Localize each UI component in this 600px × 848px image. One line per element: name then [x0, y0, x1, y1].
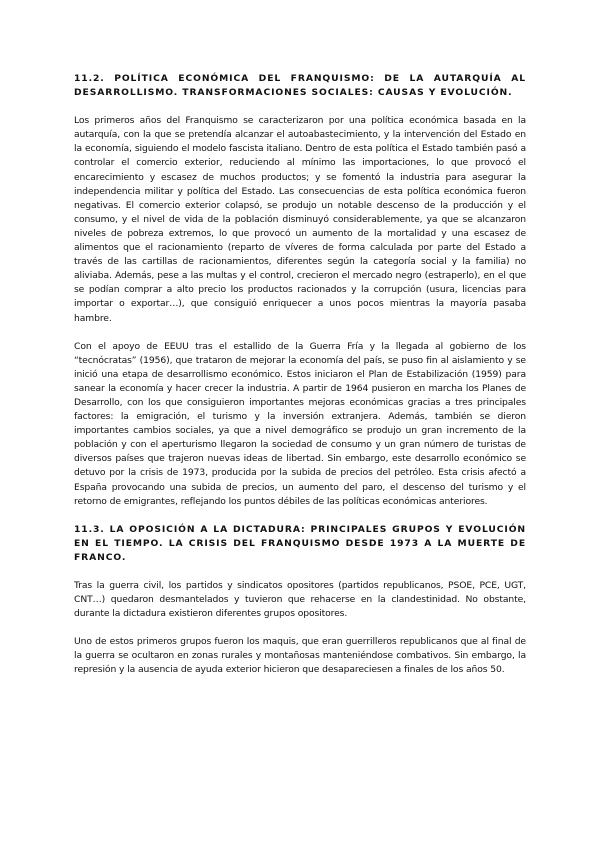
paragraph-oposicion-intro: Tras la guerra civil, los partidos y sindicatos opositores (partidos republicanos, PSOE, PCE, UGT, CNT…) quedaron desmantelados y tuvieron que rehacerse en la clandestinidad. No obstante, durante la dictadura existieron diferentes grupos opositores. — [74, 580, 526, 620]
paragraph-autarquia: Los primeros años del Franquismo se caracterizaron por una política económica basada en la autarquía, con la que se pretendía alcanzar el autoabastecimiento, y la intervención del Estado en la economía, siguiendo el modelo fascista italiano. Dentro de esta política el Estado también pasó a controlar el comercio exterior, reduciendo al mínimo las importaciones, lo que provocó el encarecimiento y escasez de muchos productos; y se fomentó la industria para asegurar la independencia militar y política del Estado. Las consecuencias de esta política económica fueron negativas. El comercio exterior colapsó, se produjo un notable descenso de la producción y el consumo, y el nivel de vida de la población disminuyó considerablemente, ya que se alcanzaron niveles de pobreza extremos, lo que provocó un aumento de la mortalidad y una escasez de alimentos que el racionamiento (reparto de víveres de forma calculada por parte del Estado a través de las cartillas de racionamientos, diferentes según la categoría social y la familia) no aliviaba. Además, pese a las multas y el control, crecieron el mercado negro (estraperlo), en el que se podían comprar a alto precio los productos racionados y la corrupción (usura, licencias para importar o exportar…), que consiguió enriquecer a unos pocos mientras la mayoría pasaba hambre. — [74, 115, 526, 324]
section-heading-11-2: 11.2. POLÍTICA ECONÓMICA DEL FRANQUISMO: DE LA AUTARQUÍA AL DESARROLLISMO. TRANSFORMACIONES SOCIALES: CAUSAS Y EVOLUCIÓN. — [74, 73, 526, 99]
section-heading-11-3: 11.3. LA OPOSICIÓN A LA DICTADURA: PRINCIPALES GRUPOS Y EVOLUCIÓN EN EL TIEMPO. LA CRISIS DEL FRANQUISMO DESDE 1973 A LA MUERTE DE FRANCO. — [74, 523, 526, 563]
paragraph-maquis: Uno de estos primeros grupos fueron los maquis, que eran guerrilleros republicanos que al final de la guerra se ocultaron en zonas rurales y montañosas manteniéndose combativos. Sin embargo, la represión y la ausencia de ayuda exterior hicieron que desapareciesen a finales de los años 50. — [74, 636, 526, 676]
document-body — [74, 72, 526, 692]
paragraph-desarrollismo: Con el apoyo de EEUU tras el estallido de la Guerra Fría y la llegada al gobierno de los “tecnócratas” (1956), que trataron de mejorar la economía del país, se puso fin al aislamiento y se inició una etapa de desarrollismo económico. Estos iniciaron el Plan de Estabilización (1959) para sanear la economía y hacer crecer la industria. A partir de 1964 pusieron en marcha los Planes de Desarrollo, con los que consiguieron importantes mejoras económicas gracias a tres principales factores: la emigración, el turismo y la inversión extranjera. Además, también se dieron importantes cambios sociales, ya que a nivel demográfico se produjo un gran incremento de la población y con el aperturismo llegaron la sociedad de consumo y un gran número de turistas de diversos países que trajeron nuevas ideas de libertad. Sin embargo, este desarrollo económico se detuvo por la crisis de 1973, producida por la subida de precios del petróleo. Esta crisis afectó a España provocando una subida de precios, un aumento del paro, el descenso del turismo y el retorno de emigrantes, reflejando los puntos débiles de las políticas económicas anteriores. — [74, 340, 526, 507]
